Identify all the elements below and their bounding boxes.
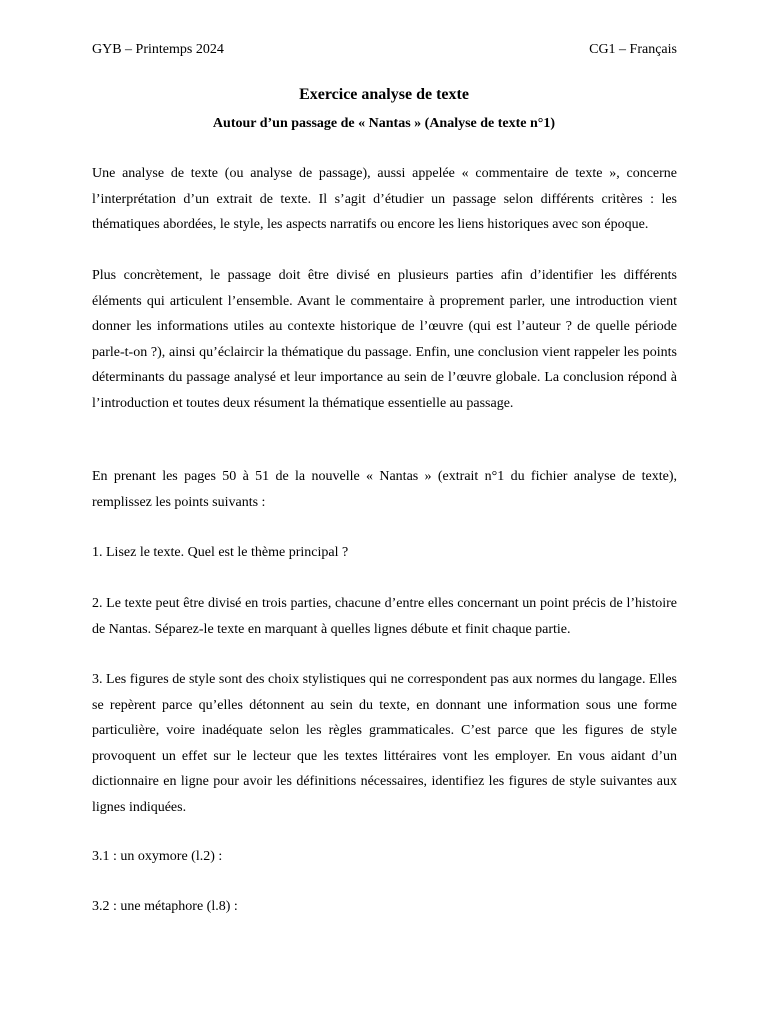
question-3-1: 3.1 : un oxymore (l.2) : — [92, 849, 223, 864]
document-subtitle: Autour d’un passage de « Nantas » (Analyse de texte n°1) — [212, 116, 556, 131]
question-2: 2. Le texte peut être divisé en trois parties, chacune d’entre elles concernant un point précis de l’histoire de Nantas. Séparez-le texte en marquant à quelles lignes débute et finit chaque partie. — [92, 596, 677, 637]
header-course-term: GYB – Printemps 2024 — [92, 42, 224, 57]
question-3-2: 3.2 : une métaphore (l.8) : — [92, 899, 238, 914]
page-header — [92, 42, 677, 62]
question-1: 1. Lisez le texte. Quel est le thème principal ? — [92, 545, 349, 560]
instructions-paragraph: En prenant les pages 50 à 51 de la nouvelle « Nantas » (extrait n°1 du fichier analyse de texte), remplissez les points suivants : — [92, 469, 677, 510]
document-title: Exercice analyse de texte — [299, 86, 469, 103]
question-3: 3. Les figures de style sont des choix stylistiques qui ne correspondent pas aux normes du langage. Elles se repèrent parce qu’elles détonnent au sein du texte, en donnant une information sous une forme particulière, voire inadéquate selon les règles grammaticales. C’est parce que les figures de style provoquent un effet sur le lecteur que les textes littéraires vont les employer. En vous aidant d’un dictionnaire en ligne pour avoir les définitions nécessaires, identifiez les figures de style suivantes aux lignes indiquées. — [92, 672, 677, 815]
intro-paragraph-1: Une analyse de texte (ou analyse de passage), aussi appelée « commentaire de texte », concerne l’interprétation d’un extrait de texte. Il s’agit d’étudier un passage selon différents critères : les thématiques abordées, le style, les aspects narratifs ou encore les liens historiques avec son époque. — [92, 166, 677, 232]
header-class-subject: CG1 – Français — [589, 42, 677, 57]
intro-paragraph-2: Plus concrètement, le passage doit être divisé en plusieurs parties afin d’identifier les différents éléments qui articulent l’ensemble. Avant le commentaire à proprement parler, une introduction vient donner les informations utiles au contexte historique de l’œuvre (qui est l’auteur ? de quelle période parle-t-on ?), ainsi qu’éclaircir la thématique du passage. Enfin, une conclusion vient rappeler les points déterminants du passage analysé et leur importance au sein de l’œuvre globale. La conclusion répond à l’introduction et toutes deux résument la thématique essentielle au passage. — [92, 268, 677, 411]
